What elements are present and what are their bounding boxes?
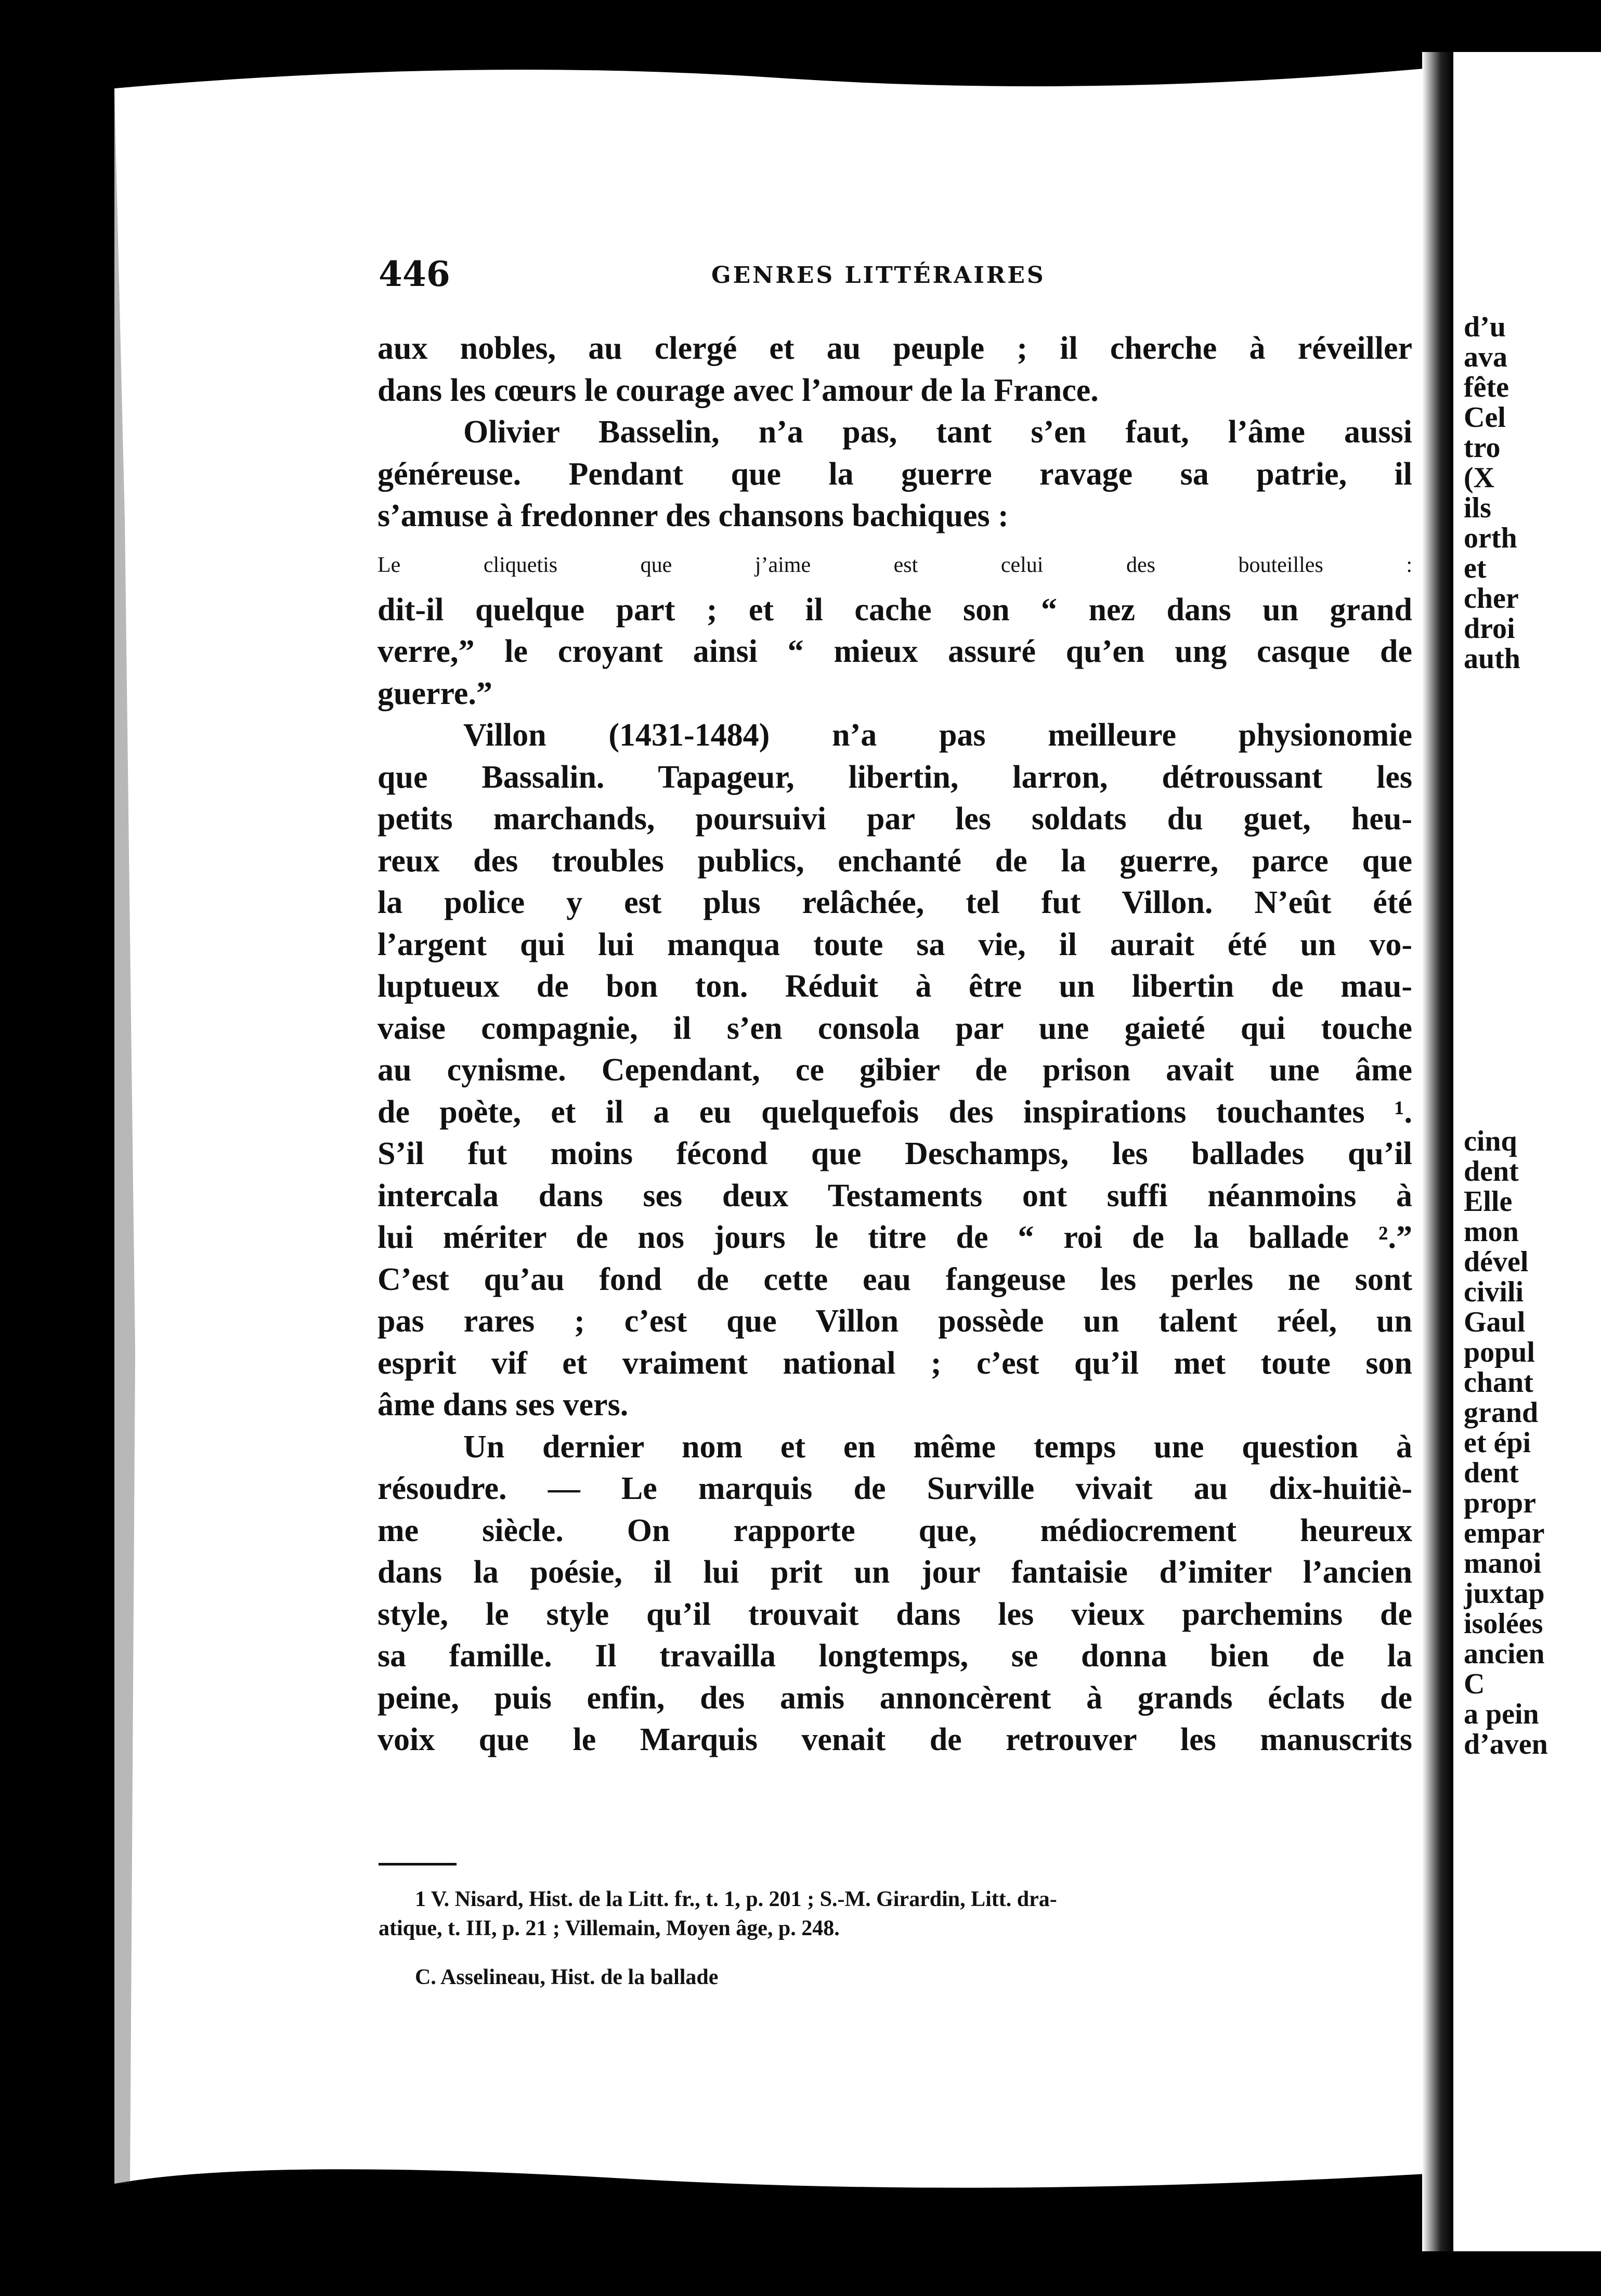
adjacent-line: Gaul [1464,1306,1526,1338]
adjacent-line: tro [1464,432,1501,464]
adjacent-line: grand [1464,1397,1539,1429]
page-number: 446 [379,254,450,294]
adjacent-line: droi [1464,612,1515,645]
adjacent-line: cher [1464,582,1519,615]
text-line: intercala dans ses deux Testaments ont suffi néanmoins à [378,1178,1412,1214]
adjacent-line: mon [1464,1216,1519,1248]
text-line: âme dans ses vers. [378,1387,629,1423]
adjacent-line: fête [1464,371,1509,403]
adjacent-line: a pein [1464,1698,1539,1730]
text-line: reux des troubles publics, enchanté de la guerre, parce que [378,843,1412,879]
footnote-line: 1 V. Nisard, Hist. de la Litt. fr., t. 1, p. 201 ; S.-M. Girardin, Litt. dra- [415,1887,1057,1911]
text-line: guerre.” [378,675,492,711]
adjacent-line: ancien [1464,1638,1545,1670]
adjacent-line: empar [1464,1517,1545,1549]
footnote-rule [379,1863,457,1866]
text-line: voix que le Marquis venait de retrouver les manuscrits [378,1722,1412,1757]
adjacent-line: (X [1464,462,1495,494]
footnotes [379,1885,1413,1992]
text-line: petits marchands, poursuivi par les soldats du guet, heu- [378,801,1412,837]
adjacent-line: auth [1464,643,1520,675]
page-header [379,254,1418,295]
adjacent-line: cinq [1464,1125,1517,1157]
text-line: peine, puis enfin, des amis annoncèrent à grands éclats de [378,1680,1412,1716]
text-line: S’il fut moins fécond que Deschamps, les ballades qu’il [378,1136,1412,1171]
adjacent-line: manoi [1464,1547,1542,1580]
adjacent-line: chant [1464,1366,1533,1399]
text-line: vaise compagnie, il s’en consola par une gaieté qui touche [378,1010,1412,1046]
text-line: pas rares ; c’est que Villon possède un talent réel, un [378,1303,1412,1339]
text-line: dans les cœurs le courage avec l’amour de la France. [378,372,1099,408]
text-line: au cynisme. Cependant, ce gibier de prison avait une âme [378,1052,1412,1088]
adjacent-gap [1464,674,1601,1126]
text-line: esprit vif et vraiment national ; c’est qu’il met toute son [378,1345,1412,1381]
text-line: s’amuse à fredonner des chansons bachiques : [378,498,1009,533]
adjacent-line: C [1464,1668,1485,1700]
text-line: Un dernier nom et en même temps une question à [463,1429,1412,1465]
text-line: généreuse. Pendant que la guerre ravage sa patrie, il [378,456,1412,492]
text-line: sa famille. Il travailla longtemps, se donna bien de la [378,1638,1412,1674]
text-line: luptueux de bon ton. Réduit à être un libertin de mau- [378,969,1412,1004]
footnote-line: atique, t. III, p. 21 ; Villemain, Moyen âge, p. 248. [379,1916,840,1940]
adjacent-page-text [1464,312,1601,1759]
adjacent-line: d’u [1464,312,1506,343]
adjacent-line: d’aven [1464,1728,1548,1759]
adjacent-line: ava [1464,341,1507,373]
text-line: dit-il quelque part ; et il cache son “ nez dans un grand [378,592,1412,628]
adjacent-line: juxtap [1464,1577,1545,1610]
adjacent-line: dével [1464,1246,1529,1278]
text-line: verre,” le croyant ainsi “ mieux assuré qu’en ung casque de [378,634,1412,669]
text-line: C’est qu’au fond de cette eau fangeuse les perles ne sont [378,1261,1412,1297]
adjacent-line: propr [1464,1487,1536,1519]
footnote-line: C. Asselineau, Hist. de la ballade [415,1965,719,1989]
text-line: aux nobles, au clergé et au peuple ; il cherche à réveiller [378,331,1412,366]
adjacent-line: dent [1464,1155,1519,1188]
adjacent-line: popul [1464,1336,1535,1368]
adjacent-line: civili [1464,1276,1524,1308]
text-line: résoudre. — Le marquis de Surville vivait au dix-huitiè- [378,1471,1412,1506]
adjacent-line: ils [1464,492,1491,524]
gutter-shadow [1422,52,1453,2251]
adjacent-line: et épi [1464,1427,1531,1459]
text-line: lui mériter de nos jours le titre de “ roi de la ballade ².” [378,1220,1412,1255]
verse-quotation: Le cliquetis que j’aime est celui des bouteilles : [378,553,1412,577]
text-line: dans la poésie, il lui prit un jour fantaisie d’imiter l’ancien [378,1555,1412,1590]
text-line: de poète, et il a eu quelquefois des inspirations touchantes ¹. [378,1094,1412,1130]
text-line: me siècle. On rapporte que, médiocrement heureux [378,1512,1412,1548]
running-title: GENRES LITTÉRAIRES [711,262,1046,289]
text-line: la police y est plus relâchée, tel fut Villon. N’eût été [378,885,1412,920]
adjacent-line: et [1464,552,1487,584]
adjacent-line: dent [1464,1457,1519,1489]
adjacent-line: orth [1464,522,1517,554]
text-line: que Bassalin. Tapageur, libertin, larron, détroussant les [378,759,1412,795]
adjacent-line: isolées [1464,1608,1543,1640]
text-line: style, le style qu’il trouvait dans les vieux parchemins de [378,1596,1412,1632]
text-line: Olivier Basselin, n’a pas, tant s’en faut, l’âme aussi [463,414,1412,450]
adjacent-line: Cel [1464,401,1506,434]
adjacent-line: Elle [1464,1185,1513,1218]
main-text-column [378,328,1412,1761]
text-line: l’argent qui lui manqua toute sa vie, il aurait été un vo- [378,927,1412,962]
text-line: Villon (1431-1484) n’a pas meilleure physionomie [463,718,1412,753]
